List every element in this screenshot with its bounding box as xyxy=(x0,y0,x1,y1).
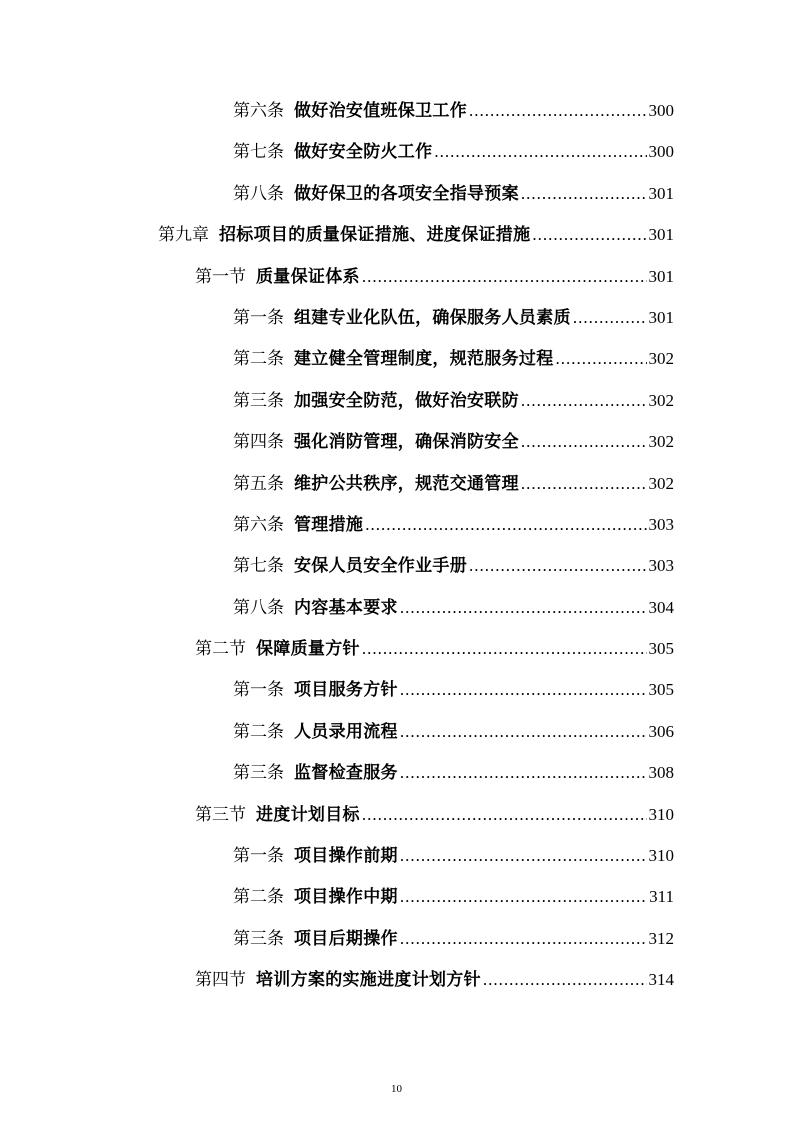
toc-entry-page: 301 xyxy=(648,266,674,286)
toc-entry-number: 第九章 xyxy=(158,225,209,246)
toc-dot-leader xyxy=(362,265,647,289)
toc-dot-leader xyxy=(400,720,647,744)
toc-entry-number: 第六条 xyxy=(233,101,284,121)
toc-entry-page: 302 xyxy=(648,473,674,493)
toc-dot-leader xyxy=(521,389,647,413)
toc-entry-page: 306 xyxy=(648,721,674,741)
toc-entry-page: 303 xyxy=(648,556,674,576)
toc-entry[interactable] xyxy=(0,380,793,421)
toc-dot-leader xyxy=(521,472,647,496)
toc-dot-leader xyxy=(573,306,647,330)
toc-entry-number: 第三节 xyxy=(195,804,246,825)
toc-entry[interactable] xyxy=(0,835,793,876)
toc-entry-page: 311 xyxy=(649,887,674,907)
toc-section-entry[interactable] xyxy=(0,794,793,835)
toc-entry-number: 第六条 xyxy=(233,514,284,535)
toc-entry-number: 第二节 xyxy=(195,639,246,660)
toc-entry-number: 第四节 xyxy=(195,970,246,991)
toc-dot-leader xyxy=(400,678,647,702)
toc-entry-number: 第三条 xyxy=(233,390,284,411)
toc-entry-number: 第二条 xyxy=(233,349,284,370)
toc-entry-number: 第五条 xyxy=(233,473,284,494)
toc-entry-page: 304 xyxy=(648,597,674,617)
toc-entry-number: 第二条 xyxy=(233,721,284,742)
toc-entry-page: 310 xyxy=(648,804,674,824)
toc-dot-leader xyxy=(365,513,646,537)
toc-entry-page: 301 xyxy=(648,183,674,203)
toc-entry-number: 第三条 xyxy=(233,928,284,949)
toc-entry[interactable] xyxy=(0,338,793,379)
toc-entry-title: 做好安全防火工作 xyxy=(294,142,433,163)
page-number: 10 xyxy=(391,1083,402,1095)
toc-entry[interactable] xyxy=(0,669,793,710)
toc-entry[interactable] xyxy=(0,421,793,462)
toc-entry-title: 监督检查服务 xyxy=(294,763,398,784)
toc-entry-page: 312 xyxy=(648,928,674,948)
toc-entry-title: 人员录用流程 xyxy=(294,721,398,742)
toc-entry-number: 第四条 xyxy=(233,432,284,453)
toc-entry-title: 加强安全防范，做好治安联防 xyxy=(294,390,519,411)
toc-entry-page: 305 xyxy=(648,680,674,700)
toc-entry-title: 进度计划目标 xyxy=(256,804,360,825)
toc-entry-title: 组建专业化队伍，确保服务人员素质 xyxy=(294,307,571,328)
toc-entry-number: 第一节 xyxy=(195,266,246,287)
toc-entry-title: 维护公共秩序，规范交通管理 xyxy=(294,473,519,494)
toc-section-entry[interactable] xyxy=(0,256,793,297)
toc-entry-page: 300 xyxy=(648,142,674,162)
toc-dot-leader xyxy=(400,844,647,868)
toc-entry-page: 308 xyxy=(648,763,674,783)
toc-entry-number: 第一条 xyxy=(233,680,284,701)
toc-entry-title: 内容基本要求 xyxy=(294,597,398,618)
toc-dot-leader xyxy=(521,182,647,206)
toc-entry[interactable] xyxy=(0,876,793,917)
toc-dot-leader xyxy=(469,554,647,578)
toc-entry-title: 保障质量方针 xyxy=(256,639,360,660)
toc-entry-title: 培训方案的实施进度计划方针 xyxy=(256,970,481,991)
toc-entry-number: 第八条 xyxy=(233,597,284,618)
toc-entry-number: 第二条 xyxy=(233,887,284,908)
toc-entry-title: 项目服务方针 xyxy=(294,680,398,701)
toc-entry[interactable] xyxy=(0,711,793,752)
toc-entry-number: 第一条 xyxy=(233,307,284,328)
toc-entry-page: 303 xyxy=(648,514,674,534)
toc-chapter-entry[interactable] xyxy=(0,214,793,255)
toc-entry-page: 302 xyxy=(648,390,674,410)
toc-entry-number: 第一条 xyxy=(233,846,284,867)
toc-entry[interactable] xyxy=(0,131,793,172)
toc-entry-page: 302 xyxy=(648,432,674,452)
toc-entry-title: 安保人员安全作业手册 xyxy=(294,556,467,577)
toc-entry-number: 第三条 xyxy=(233,763,284,784)
toc-section-entry[interactable] xyxy=(0,628,793,669)
toc-entry-number: 第七条 xyxy=(233,556,284,577)
toc-dot-leader xyxy=(362,803,647,827)
toc-entry-page: 314 xyxy=(648,970,674,990)
toc-entry-title: 建立健全管理制度，规范服务过程 xyxy=(294,349,554,370)
toc-entry[interactable] xyxy=(0,545,793,586)
toc-dot-leader xyxy=(521,430,647,454)
toc-dot-leader xyxy=(400,885,647,909)
toc-entry[interactable] xyxy=(0,173,793,214)
toc-entry-page: 300 xyxy=(648,101,674,120)
toc-dot-leader xyxy=(362,637,647,661)
toc-dot-leader xyxy=(400,927,647,951)
toc-dot-leader xyxy=(400,596,647,620)
toc-entry-title: 招标项目的质量保证措施、进度保证措施 xyxy=(219,225,531,246)
toc-entry-number: 第七条 xyxy=(233,142,284,163)
toc-entry-title: 管理措施 xyxy=(294,514,364,535)
toc-entry[interactable] xyxy=(0,463,793,504)
toc-dot-leader xyxy=(556,347,647,371)
toc-dot-leader xyxy=(434,140,646,164)
toc-entry-page: 310 xyxy=(648,846,674,866)
table-of-contents xyxy=(0,90,793,1001)
toc-entry[interactable] xyxy=(0,90,793,131)
toc-entry[interactable] xyxy=(0,752,793,793)
toc-entry[interactable] xyxy=(0,504,793,545)
toc-entry[interactable] xyxy=(0,297,793,338)
toc-entry-number: 第八条 xyxy=(233,183,284,204)
toc-entry-title: 做好保卫的各项安全指导预案 xyxy=(294,183,519,204)
toc-entry-page: 302 xyxy=(648,349,674,369)
toc-entry-page: 301 xyxy=(648,225,674,245)
toc-dot-leader xyxy=(483,968,647,992)
toc-entry-title: 质量保证体系 xyxy=(256,266,360,287)
toc-entry-page: 305 xyxy=(648,639,674,659)
toc-entry-title: 项目操作中期 xyxy=(294,887,398,908)
toc-dot-leader xyxy=(532,223,646,247)
toc-entry[interactable] xyxy=(0,918,793,959)
toc-entry[interactable] xyxy=(0,587,793,628)
toc-entry-title: 做好治安值班保卫工作 xyxy=(294,101,467,121)
toc-entry-title: 项目操作前期 xyxy=(294,846,398,867)
toc-dot-leader xyxy=(400,761,647,785)
toc-section-entry[interactable] xyxy=(0,959,793,1000)
toc-dot-leader xyxy=(469,99,647,123)
toc-entry-title: 强化消防管理，确保消防安全 xyxy=(294,432,519,453)
toc-entry-page: 301 xyxy=(648,307,674,327)
toc-entry-title: 项目后期操作 xyxy=(294,928,398,949)
